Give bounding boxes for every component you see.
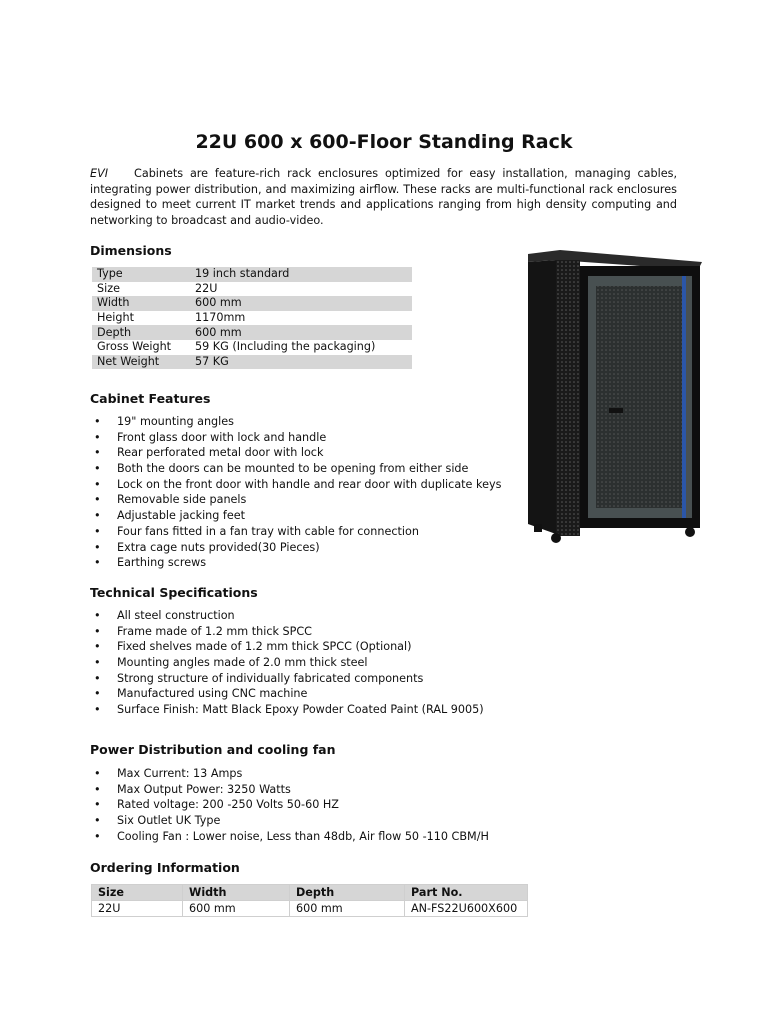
power-distribution-heading: Power Distribution and cooling fan xyxy=(90,742,336,757)
dim-key: Width xyxy=(92,296,190,311)
column-header: Part No. xyxy=(405,885,528,901)
table-row xyxy=(92,282,412,297)
technical-specifications-heading: Technical Specifications xyxy=(90,585,258,600)
dim-value: 19 inch standard xyxy=(190,267,412,282)
dim-value: 1170mm xyxy=(195,311,246,325)
list-item: • Removable side panels xyxy=(90,492,501,508)
power-distribution-list xyxy=(90,766,489,844)
column-header: Width xyxy=(183,885,290,901)
brand-name: EVI xyxy=(90,167,109,180)
cabinet-features-heading: Cabinet Features xyxy=(90,391,211,406)
dim-key: Depth xyxy=(92,325,190,340)
table-row xyxy=(92,267,412,282)
dim-value: 600 mm xyxy=(190,296,412,311)
list-item: • Fixed shelves made of 1.2 mm thick SPCC (Optional) xyxy=(90,639,484,655)
table-cell: 600 mm xyxy=(290,901,405,917)
table-row xyxy=(92,340,412,355)
list-item: • Frame made of 1.2 mm thick SPCC xyxy=(90,624,484,640)
list-item: • Surface Finish: Matt Black Epoxy Powder Coated Paint (RAL 9005) xyxy=(90,702,484,718)
table-cell: 600 mm xyxy=(183,901,290,917)
list-item: • Front glass door with lock and handle xyxy=(90,430,501,446)
list-item: • Adjustable jacking feet xyxy=(90,508,501,524)
list-item: • Rated voltage: 200 -250 Volts 50-60 HZ xyxy=(90,797,489,813)
dim-value: 22U xyxy=(195,281,218,295)
list-item: • Both the doors can be mounted to be opening from either side xyxy=(90,461,501,477)
ordering-information-heading: Ordering Information xyxy=(90,860,240,875)
list-item: • Strong structure of individually fabricated components xyxy=(90,671,484,687)
table-cell: 22U xyxy=(92,901,183,917)
dim-key: Type xyxy=(92,267,190,282)
table-row xyxy=(92,355,412,370)
list-item: • Mounting angles made of 2.0 mm thick steel xyxy=(90,655,484,671)
dimensions-heading: Dimensions xyxy=(90,243,172,258)
dim-value: 600 mm xyxy=(190,325,412,340)
ordering-table xyxy=(91,884,528,917)
dim-key: Size xyxy=(97,281,120,295)
list-item: • Max Output Power: 3250 Watts xyxy=(90,782,489,798)
table-row xyxy=(92,311,412,326)
list-item: • Rear perforated metal door with lock xyxy=(90,445,501,461)
list-item: • Earthing screws xyxy=(90,555,501,571)
list-item: • 19" mounting angles xyxy=(90,414,501,430)
list-item: • All steel construction xyxy=(90,608,484,624)
dim-value: 57 KG xyxy=(190,355,412,370)
intro-paragraph xyxy=(90,166,677,228)
intro-text: Cabinets are feature-rich rack enclosures optimized for easy installation, managing cables, integrating power distribution, and maximizing airflow. These racks are multi-functional rack enclosures designed to meet current IT market trends and applications ranging from high density computing and networking to broadcast and audio-video. xyxy=(90,167,677,227)
technical-specifications-list xyxy=(90,608,484,718)
list-item: • Lock on the front door with handle and rear door with duplicate keys xyxy=(90,477,501,493)
dimensions-table xyxy=(92,267,412,369)
dim-key: Height xyxy=(97,311,134,325)
table-row xyxy=(92,296,412,311)
table-row xyxy=(92,325,412,340)
list-item: • Cooling Fan : Lower noise, Less than 48db, Air flow 50 -110 CBM/H xyxy=(90,829,489,845)
table-header-row xyxy=(92,885,528,901)
list-item: • Manufactured using CNC machine xyxy=(90,686,484,702)
list-item: • Six Outlet UK Type xyxy=(90,813,489,829)
list-item: • Max Current: 13 Amps xyxy=(90,766,489,782)
table-cell: AN-FS22U600X600 xyxy=(405,901,528,917)
column-header: Size xyxy=(92,885,183,901)
dim-key: Net Weight xyxy=(92,355,190,370)
dim-key: Gross Weight xyxy=(97,340,172,354)
table-row xyxy=(92,901,528,917)
list-item: • Four fans fitted in a fan tray with cable for connection xyxy=(90,524,501,540)
page-title: 22U 600 x 600-Floor Standing Rack xyxy=(195,131,573,153)
list-item: • Extra cage nuts provided(30 Pieces) xyxy=(90,540,501,556)
rack-cabinet-image xyxy=(520,248,710,546)
column-header: Depth xyxy=(290,885,405,901)
cabinet-features-list xyxy=(90,414,501,571)
dim-value: 59 KG (Including the packaging) xyxy=(195,340,376,354)
